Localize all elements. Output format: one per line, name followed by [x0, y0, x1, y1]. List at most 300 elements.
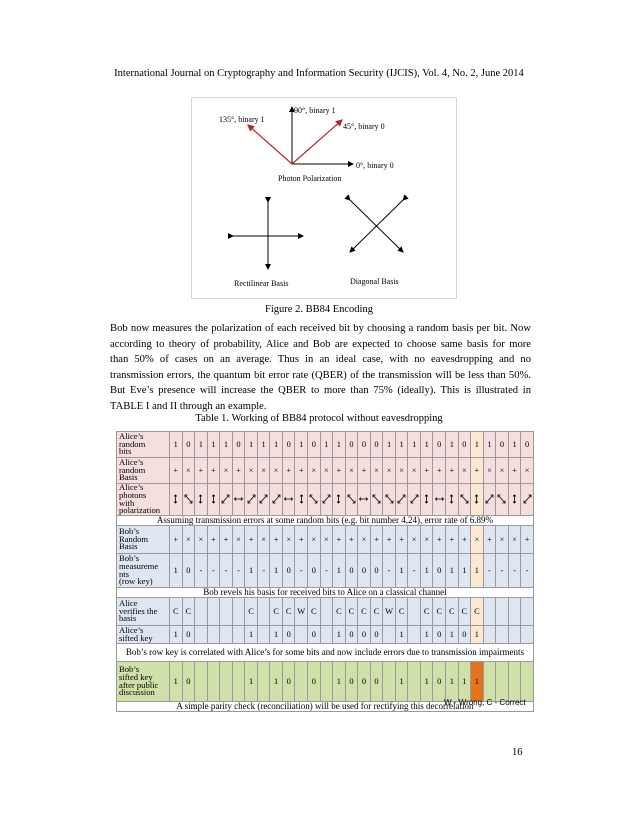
- bit-cell: 1: [420, 432, 433, 458]
- row-alice-verifies-basis: [117, 598, 534, 626]
- bit-cell: [207, 626, 220, 644]
- bit-cell: 0: [496, 432, 509, 458]
- bit-cell: C: [245, 598, 258, 626]
- bit-cell: 0: [433, 432, 446, 458]
- bit-cell: W: [295, 598, 308, 626]
- bit-cell: [408, 626, 421, 644]
- bit-cell: [232, 626, 245, 644]
- bit-cell: +: [207, 526, 220, 554]
- bit-cell: ×: [508, 526, 521, 554]
- bit-cell: C: [308, 598, 321, 626]
- bit-cell: 0: [370, 554, 383, 588]
- row-label-line: Alice: [119, 598, 138, 609]
- paragraph-line: transmission errors, the quantum bit error rate (QBER) of the transmission will be less than 50%.: [110, 369, 531, 381]
- row-bob-measurements: [117, 554, 534, 588]
- bit-cell: [496, 662, 509, 702]
- bit-cell: [257, 598, 270, 626]
- bit-cell: 0: [345, 662, 358, 702]
- bit-cell: [521, 626, 534, 644]
- bit-cell: C: [170, 598, 183, 626]
- bit-cell: [496, 484, 509, 516]
- bit-cell: 0: [308, 432, 321, 458]
- bit-cell: 0: [433, 554, 446, 588]
- row-label: [117, 662, 170, 702]
- bit-cell: [345, 484, 358, 516]
- photon-diagonal-45-icon: [247, 494, 256, 504]
- bit-cell: 1: [483, 432, 496, 458]
- row-label: [117, 598, 170, 626]
- bit-cell: [408, 662, 421, 702]
- row-label: [117, 526, 170, 554]
- row-label-line: Alice’s: [119, 625, 144, 635]
- row-label-line: Bob’s: [119, 664, 140, 675]
- bit-cell: [207, 662, 220, 702]
- bit-cell: C: [182, 598, 195, 626]
- row-label: [117, 458, 170, 484]
- row-label-line: Basis: [119, 472, 138, 483]
- bit-cell: 1: [471, 554, 484, 588]
- bit-cell: [508, 626, 521, 644]
- photon-diagonal-45-icon: [523, 494, 532, 504]
- paragraph-line: Bob now measures the polarization of each received bit by choosing a random basis per bit. Now: [110, 323, 531, 334]
- bit-cell: 1: [220, 432, 233, 458]
- label-90: 90°, binary 1: [294, 106, 336, 115]
- bit-cell: 1: [395, 554, 408, 588]
- bit-cell: [320, 484, 333, 516]
- bit-cell: ×: [257, 526, 270, 554]
- bit-cell: +: [170, 458, 183, 484]
- bit-cell: 0: [521, 432, 534, 458]
- bit-cell: +: [471, 458, 484, 484]
- bit-cell: 0: [345, 432, 358, 458]
- photon-horizontal-icon: [234, 494, 243, 504]
- bit-cell: 1: [471, 432, 484, 458]
- bit-cell: [383, 626, 396, 644]
- bit-cell: [433, 484, 446, 516]
- row-label-line: bits: [119, 446, 132, 457]
- bit-cell: +: [245, 526, 258, 554]
- bit-cell: ×: [471, 526, 484, 554]
- row-label-line: random: [119, 464, 146, 475]
- bit-cell: 0: [433, 626, 446, 644]
- bit-cell: ×: [383, 458, 396, 484]
- photon-vertical-icon: [297, 494, 306, 504]
- bit-cell: 0: [458, 626, 471, 644]
- figure-bb84-encoding: [191, 97, 457, 299]
- bit-cell: -: [508, 554, 521, 588]
- bit-cell: [220, 484, 233, 516]
- bb84-table: [116, 431, 534, 712]
- photon-diagonal-45-icon: [397, 494, 406, 504]
- bit-cell: +: [358, 458, 371, 484]
- bit-cell: 1: [320, 432, 333, 458]
- bit-cell: 1: [270, 626, 283, 644]
- row-bob-random-basis: [117, 526, 534, 554]
- bit-cell: +: [195, 458, 208, 484]
- bit-cell: C: [395, 598, 408, 626]
- photon-vertical-icon: [334, 494, 343, 504]
- page-number: 16: [512, 747, 523, 758]
- bit-cell: [508, 484, 521, 516]
- bit-cell: C: [420, 598, 433, 626]
- bit-cell: [170, 484, 183, 516]
- bit-cell: 0: [458, 432, 471, 458]
- bit-cell: [483, 484, 496, 516]
- row-label-line: measureme: [119, 560, 159, 571]
- bit-cell: -: [408, 554, 421, 588]
- bit-cell: 0: [345, 626, 358, 644]
- bit-cell: +: [220, 526, 233, 554]
- bit-cell: 1: [333, 626, 346, 644]
- row-label-line: nts: [119, 568, 130, 579]
- bit-cell: [308, 484, 321, 516]
- row-label-line: Alice’s: [119, 457, 144, 468]
- paragraph-line: But Eve’s presence will increase the QBER to more than 75% (ideally). This is illustrated in: [110, 385, 531, 397]
- bit-cell: 0: [232, 432, 245, 458]
- label-0: 0°, binary 0: [356, 161, 394, 170]
- bit-cell: 1: [395, 626, 408, 644]
- bit-cell: [220, 626, 233, 644]
- bit-cell: C: [358, 598, 371, 626]
- bit-cell: [508, 662, 521, 702]
- bit-cell: 0: [358, 554, 371, 588]
- bit-cell: 1: [270, 554, 283, 588]
- bit-cell: 0: [345, 554, 358, 588]
- row-alice-random-bits: [117, 432, 534, 458]
- bit-cell: +: [345, 526, 358, 554]
- bit-cell: [295, 626, 308, 644]
- bit-cell: 1: [333, 432, 346, 458]
- bit-cell: C: [333, 598, 346, 626]
- photon-diagonal-45-icon: [272, 494, 281, 504]
- bit-cell: 1: [257, 432, 270, 458]
- bit-cell: +: [270, 526, 283, 554]
- row-label-line: sifted key: [119, 671, 153, 682]
- bit-cell: -: [383, 554, 396, 588]
- row-label-line: after public: [119, 679, 159, 690]
- bit-cell: 1: [408, 432, 421, 458]
- photon-vertical-icon: [422, 494, 431, 504]
- bit-cell: 0: [182, 662, 195, 702]
- photon-diagonal-135-icon: [497, 494, 506, 504]
- row-label-line: Bob’s: [119, 526, 140, 537]
- bit-cell: ×: [496, 526, 509, 554]
- bit-cell: 1: [508, 432, 521, 458]
- bit-cell: 1: [471, 626, 484, 644]
- bit-cell: ×: [232, 526, 245, 554]
- bit-cell: [195, 662, 208, 702]
- photon-diagonal-135-icon: [460, 494, 469, 504]
- photon-diagonal-45-icon: [322, 494, 331, 504]
- bit-cell: +: [232, 458, 245, 484]
- bit-cell: [295, 662, 308, 702]
- row-label-line: verifies the: [119, 605, 158, 616]
- photon-horizontal-icon: [284, 494, 293, 504]
- photon-diagonal-135-icon: [309, 494, 318, 504]
- photon-horizontal-icon: [435, 494, 444, 504]
- bit-cell: C: [270, 598, 283, 626]
- row-alice-sifted-key: [117, 626, 534, 644]
- rectilinear-basis-label: Rectilinear Basis: [234, 279, 289, 288]
- bit-cell: 1: [333, 554, 346, 588]
- bit-cell: ×: [395, 458, 408, 484]
- bit-cell: 0: [282, 626, 295, 644]
- bit-cell: -: [207, 554, 220, 588]
- bit-cell: ×: [370, 458, 383, 484]
- photon-diagonal-45-icon: [410, 494, 419, 504]
- bit-cell: +: [370, 526, 383, 554]
- bit-cell: C: [345, 598, 358, 626]
- bit-cell: 0: [282, 432, 295, 458]
- bit-cell: 1: [395, 662, 408, 702]
- bit-cell: [232, 598, 245, 626]
- bit-cell: -: [195, 554, 208, 588]
- row-alice-photons: [117, 484, 534, 516]
- photon-diagonal-135-icon: [184, 494, 193, 504]
- bit-cell: 1: [245, 662, 258, 702]
- bit-cell: -: [320, 554, 333, 588]
- row-label-line: Random: [119, 533, 149, 544]
- bit-cell: 1: [207, 432, 220, 458]
- row-label-line: Alice’s: [119, 483, 144, 493]
- bit-cell: 0: [182, 432, 195, 458]
- bit-cell: [282, 484, 295, 516]
- row-label: [117, 626, 170, 644]
- bit-cell: +: [383, 526, 396, 554]
- bit-cell: C: [458, 598, 471, 626]
- photon-polarization-label: Photon Polarization: [278, 174, 342, 183]
- row-label: [117, 432, 170, 458]
- bit-cell: ×: [496, 458, 509, 484]
- row-label-line: (row key): [119, 576, 153, 587]
- bit-cell: [195, 484, 208, 516]
- paragraph-line: according to theory of probability, Alice and Bob are expected to choose same basis for more: [110, 338, 531, 350]
- bit-cell: [220, 662, 233, 702]
- bit-cell: +: [420, 458, 433, 484]
- bit-cell: ×: [408, 526, 421, 554]
- bit-cell: 0: [282, 662, 295, 702]
- bit-cell: [496, 598, 509, 626]
- bit-cell: 1: [383, 432, 396, 458]
- photon-diagonal-45-icon: [485, 494, 494, 504]
- bit-cell: 1: [245, 626, 258, 644]
- bit-cell: +: [207, 458, 220, 484]
- bit-cell: [483, 598, 496, 626]
- bit-cell: C: [282, 598, 295, 626]
- photon-vertical-icon: [171, 494, 180, 504]
- photon-vertical-icon: [472, 494, 481, 504]
- bit-cell: +: [483, 526, 496, 554]
- bit-cell: ×: [270, 458, 283, 484]
- bit-cell: [195, 598, 208, 626]
- bit-cell: 0: [358, 432, 371, 458]
- bit-cell: -: [295, 554, 308, 588]
- bit-cell: 0: [370, 662, 383, 702]
- bit-cell: [446, 484, 459, 516]
- bit-cell: [408, 598, 421, 626]
- bit-cell: C: [446, 598, 459, 626]
- row-label-line: sifted key: [119, 632, 153, 643]
- arrow-45: [292, 120, 342, 164]
- bit-cell: 0: [308, 554, 321, 588]
- row-note-basis-reveal: [117, 588, 534, 598]
- bit-cell: 1: [270, 662, 283, 702]
- bit-cell: 0: [282, 554, 295, 588]
- bit-cell: -: [521, 554, 534, 588]
- diagonal-basis-label: Diagonal Basis: [350, 277, 399, 286]
- bit-cell: ×: [521, 458, 534, 484]
- row-label-line: with: [119, 497, 135, 508]
- bit-cell: [207, 484, 220, 516]
- row-note-transmission-errors: [117, 516, 534, 526]
- bit-cell: 1: [446, 662, 459, 702]
- bit-cell: [182, 484, 195, 516]
- bit-cell: 1: [420, 554, 433, 588]
- bit-cell: 1: [270, 432, 283, 458]
- bit-cell: [320, 598, 333, 626]
- paragraph-line: TABLE I and II through an example.: [110, 400, 267, 412]
- row-bob-sifted-key: [117, 662, 534, 702]
- photon-diagonal-45-icon: [221, 494, 230, 504]
- bit-cell: ×: [408, 458, 421, 484]
- row-label-line: polarization: [119, 505, 161, 516]
- bit-cell: [257, 626, 270, 644]
- bit-cell: 1: [458, 662, 471, 702]
- bit-cell: ×: [195, 526, 208, 554]
- photon-diagonal-135-icon: [347, 494, 356, 504]
- bit-cell: [320, 626, 333, 644]
- bit-cell: 1: [170, 662, 183, 702]
- bit-cell: [483, 626, 496, 644]
- row-label-line: Alice’s: [119, 431, 144, 442]
- bit-cell: +: [282, 458, 295, 484]
- row-label-line: Basis: [119, 541, 138, 552]
- row-label: [117, 484, 170, 516]
- bit-cell: [207, 598, 220, 626]
- bit-cell: 0: [308, 626, 321, 644]
- bit-cell: ×: [458, 458, 471, 484]
- bit-cell: [395, 484, 408, 516]
- table-legend: W - Wrong, C - Correct: [444, 698, 526, 707]
- bit-cell: ×: [320, 526, 333, 554]
- table-note: Bob revels his basis for received bits to Alice on a classical channel: [117, 588, 534, 598]
- bit-cell: +: [395, 526, 408, 554]
- bit-cell: C: [471, 598, 484, 626]
- bit-cell: ×: [345, 458, 358, 484]
- table-note: Bob’s row key is correlated with Alice’s for some bits and now include errors due to transmission impairments: [117, 644, 534, 662]
- bit-cell: ×: [358, 526, 371, 554]
- arrow-135: [248, 125, 292, 164]
- bit-cell: [483, 662, 496, 702]
- bit-cell: -: [483, 554, 496, 588]
- bit-cell: [220, 598, 233, 626]
- table-caption: Table 1. Working of BB84 protocol without eavesdropping: [195, 413, 443, 424]
- bit-cell: 1: [195, 432, 208, 458]
- table-note: A simple parity check (reconciliation) will be used for rectifying this decorrelation: [117, 702, 534, 712]
- row-label-line: basis: [119, 613, 137, 624]
- bit-cell: +: [458, 526, 471, 554]
- bit-cell: [257, 662, 270, 702]
- photon-vertical-icon: [209, 494, 218, 504]
- bit-cell: 1: [446, 554, 459, 588]
- journal-header: International Journal on Cryptography and Information Security (IJCIS), Vol. 4, No. 2, June 2014: [114, 68, 524, 79]
- bit-cell: 0: [182, 554, 195, 588]
- bit-cell: +: [521, 526, 534, 554]
- bit-cell: +: [295, 458, 308, 484]
- bit-cell: 1: [446, 626, 459, 644]
- table-note: Assuming transmission errors at some random bits (e.g. bit number 4,24), error rate of 6.89%: [117, 516, 534, 526]
- bit-cell: +: [433, 526, 446, 554]
- bit-cell: 1: [446, 432, 459, 458]
- bit-cell: ×: [220, 458, 233, 484]
- bit-cell: ×: [320, 458, 333, 484]
- bit-cell: [521, 662, 534, 702]
- bit-cell: [245, 484, 258, 516]
- bit-cell: [370, 484, 383, 516]
- bit-cell: -: [220, 554, 233, 588]
- bit-cell: -: [232, 554, 245, 588]
- bit-cell: +: [433, 458, 446, 484]
- bit-cell: [408, 484, 421, 516]
- bit-cell: 1: [170, 432, 183, 458]
- label-135: 135°, binary 1: [219, 115, 265, 124]
- bit-cell: W: [383, 598, 396, 626]
- row-alice-random-basis: [117, 458, 534, 484]
- photon-diagonal-135-icon: [385, 494, 394, 504]
- bit-cell: +: [295, 526, 308, 554]
- paragraph-line: than 50% of cases on an average. Thus in an ideal case, with no eavesdropping and no: [110, 354, 531, 366]
- row-label-line: discussion: [119, 687, 155, 698]
- photon-diagonal-135-icon: [372, 494, 381, 504]
- bit-cell: [232, 662, 245, 702]
- bit-cell: [521, 598, 534, 626]
- bit-cell: 0: [370, 626, 383, 644]
- bit-cell: 1: [420, 626, 433, 644]
- bit-cell: [383, 484, 396, 516]
- bit-cell: 1: [170, 626, 183, 644]
- bit-cell: 0: [182, 626, 195, 644]
- bit-cell: [257, 484, 270, 516]
- bit-cell: 1: [395, 432, 408, 458]
- bit-cell: [521, 484, 534, 516]
- bit-cell: C: [370, 598, 383, 626]
- polarization-diagram: [192, 98, 456, 298]
- bit-cell: 0: [358, 626, 371, 644]
- row-label-line: photons: [119, 489, 147, 500]
- label-45: 45°, binary 0: [343, 122, 385, 131]
- bit-cell: +: [446, 458, 459, 484]
- photon-vertical-icon: [510, 494, 519, 504]
- bit-cell: ×: [245, 458, 258, 484]
- row-note-correlation: [117, 644, 534, 662]
- bit-cell: [496, 626, 509, 644]
- bit-cell: 0: [370, 432, 383, 458]
- bit-cell: 1: [245, 432, 258, 458]
- bit-cell: [295, 484, 308, 516]
- photon-vertical-icon: [447, 494, 456, 504]
- bit-cell: [270, 484, 283, 516]
- bit-cell: +: [170, 526, 183, 554]
- photon-horizontal-icon: [359, 494, 368, 504]
- bit-cell: ×: [420, 526, 433, 554]
- bit-cell: +: [333, 458, 346, 484]
- bit-cell: [195, 626, 208, 644]
- bit-cell: [320, 662, 333, 702]
- bit-cell: -: [496, 554, 509, 588]
- bit-cell: 1: [295, 432, 308, 458]
- row-label-line: random: [119, 438, 146, 449]
- bit-cell: ×: [308, 458, 321, 484]
